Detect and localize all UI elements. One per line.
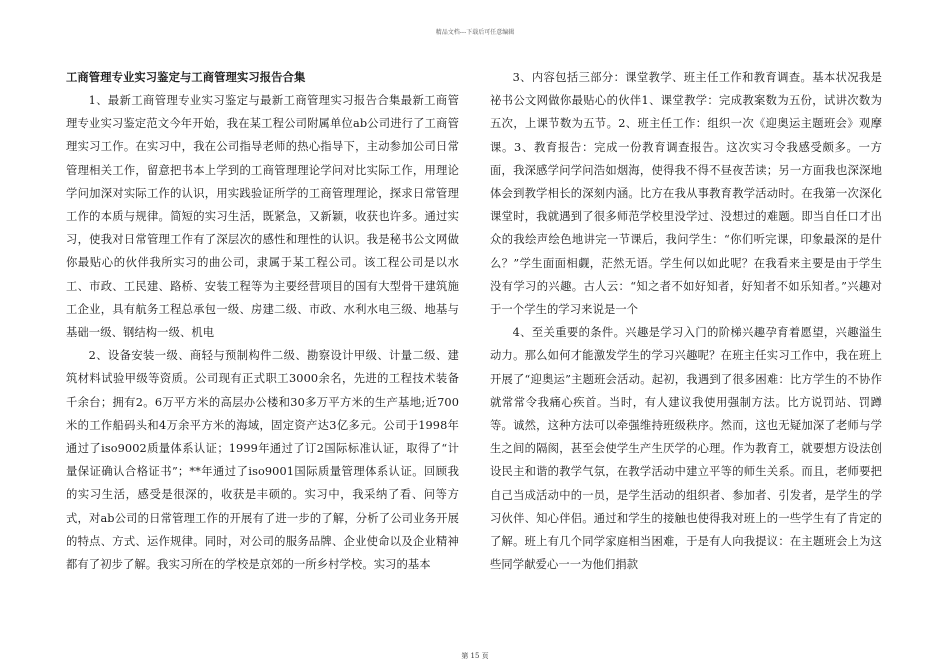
left-column [66,66,459,576]
paragraph-3: 3、内容包括三部分：课堂教学、班主任工作和教育调查。基本状况我是祕书公文网做你最贴心的伙伴1、课堂教学：完成教案数为五份，试讲次数为五次，上课节数为五节。2、班主任工作：组织一次《迎奥运主题班会》观摩课。3、教育报告：完成一份教育调查报告。这次实习令我感受颇多。一方面，我深感学问学问浩如烟海，使得我不得不昼夜苦读；另一方面我也深深地体会到教学相长的深刻内涵。比方在我从事教育教学活动时。在我第一次深化课堂时，我就遇到了很多师范学校里没学过、没想过的难题。即当自任口才出众的我绘声绘色地讲完一节课后，我问学生：“你们听完课，印象最深的是什么？”学生面面相觑，茫然无语。学生何以如此呢？在我看来主要是由于学生没有学习的兴趣。古人云：“知之者不如好知者，好知者不如乐知者。”兴趣对于一个学生的学习来说是一个 [490,71,882,317]
right-column [490,66,882,576]
page-number: 第 15 页 [461,652,489,660]
paragraph-2: 2、设备安装一级、商轻与预制构件二级、勘察设计甲级、计量二级、建筑材料试验甲级等资质。公司现有正式职工3000余名，先进的工程技术装备千余台；拥有2。6万平方米的高层办公楼和30多万平方米的生产基地;近700米的工作船码头和4万余平方米的海域，固定资产达3亿多元。公司于1998年通过了iso9002质量体系认证；1999年通过了订2国际标准认证，取得了“计量保证确认合格证书”；**年通过了iso9001国际质量管理体系认证。回顾我的实习生活，感受是很深的，收获是丰硕的。实习中，我采纳了看、问等方式，对ab公司的日常管理工作的开展有了进一步的了解，分析了公司业务开展的特点、方式、运作规律。同时，对公司的服务品牌、企业使命以及企业精神都有了初步了解。我实习所在的学校是京郊的一所乡村学校。实习的基本 [66,349,459,572]
paragraph-1: 1、最新工商管理专业实习鉴定与最新工商管理实习报告合集最新工商管理专业实习鉴定范文今年开始，我在某工程公司附属单位ab公司进行了工商管理实习工作。在实习中，我在公司指导老师的热心指导下，主动参加公司日常管理相关工作，留意把书本上学到的工商管理理论学问对比实际工作，用理论学问加深对实际工作的认识，用实践验证所学的工商管理理论，探求日常管理工作的本质与规律。简短的实习生活，既紧急，又新颖，收获也许多。通过实习，使我对日常管理工作有了深层次的感性和理性的认识。我是秘书公文网做你最贴心的伙伴我所实习的曲公司，隶属于某工程公司。该工程公司是以水工、市政、工民建、路桥、安装工程等为主要经营项目的国有大型骨干建筑施工企业，具有航务工程总承包一级、房建二级、市政、水利水电三级、地基与基础一级、钢结构一级、机电 [66,94,459,340]
document-header-note: 精品文档---下载后可任意编辑 [435,29,515,36]
paragraph-4: 4、至关重要的条件。兴趣是学习入门的阶梯兴趣孕育着愿望，兴趣溢生动力。那么如何才能激发学生的学习兴趣呢？在班主任实习工作中，我在班上开展了“迎奥运”主题班会活动。起初，我遇到了很多困难：比方学生的不协作就常常令我痛心疾首。当时，有人建议我使用强制方法。比方说罚站、罚蹲等。诚然，这种方法可以牵强维持班级秩序。然而，这也无疑加深了老师与学生之间的隔阂，甚至会使学生产生厌学的心理。作为教育工，就要想方设法创设民主和谐的教学气氛，在教学活动中建立平等的师生关系。而且，老师要把自己当成活动中的一员，是学生活动的组织者、参加者、引发者，是学生的学习伙伴、知心伴侣。通过和学生的接触也使得我对班上的一些学生有了肯定的了解。班上有几个同学家庭相当困难，于是有人向我提议：在主题班会上为这些同学献爱心一一为他们捐款 [490,326,882,572]
document-title: 工商管理专业实习鉴定与工商管理实习报告合集 [66,71,306,84]
